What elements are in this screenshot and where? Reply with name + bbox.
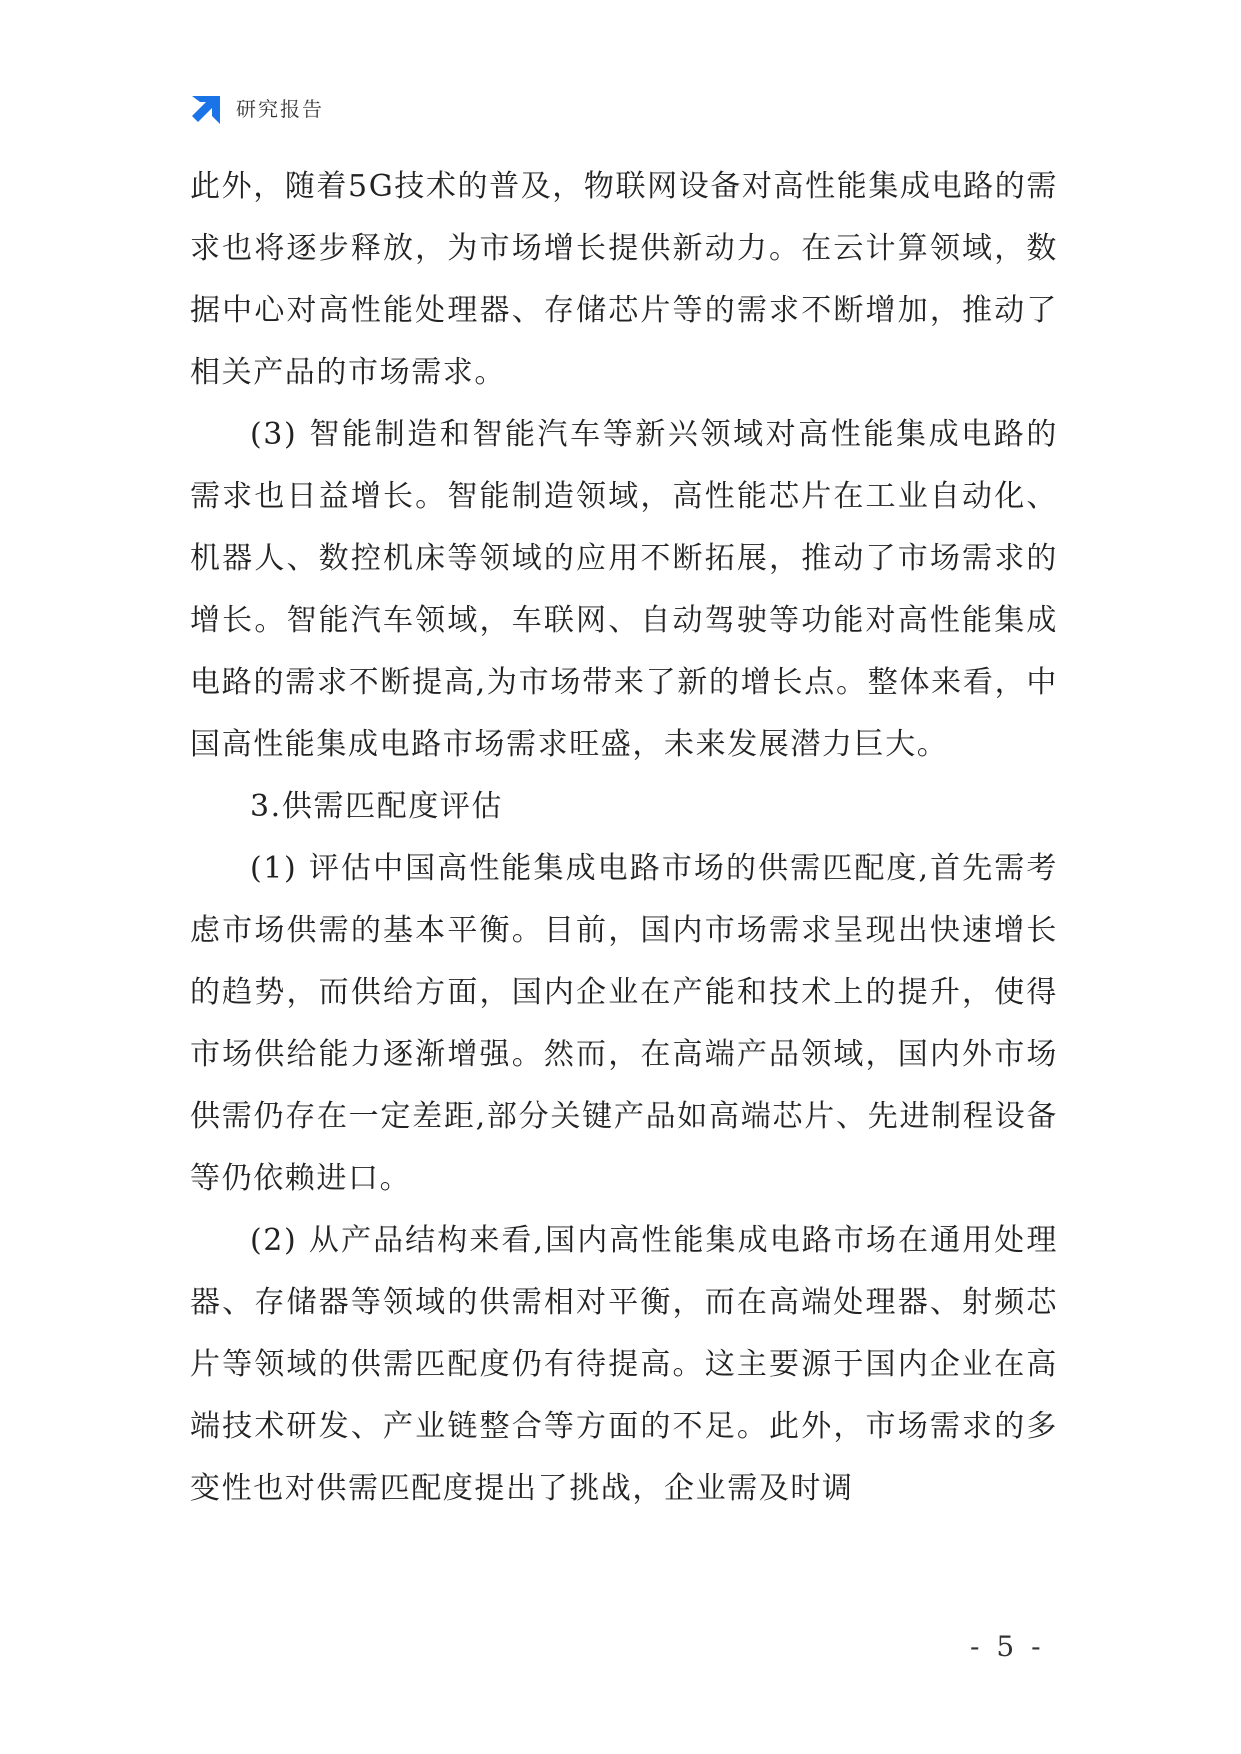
document-body [190, 156, 1058, 1520]
paragraph-1: 此外，随着5G技术的普及，物联网设备对高性能集成电路的需求也将逐步释放，为市场增长提供新动力。在云计算领域，数据中心对高性能处理器、存储芯片等的需求不断增加，推动了相关产品的市场需求。 [190, 169, 1058, 390]
header-title: 研究报告 [236, 96, 324, 121]
page-header [190, 90, 324, 124]
page-number: - 5 - [970, 1630, 1045, 1663]
section-heading: 3.供需匹配度评估 [250, 789, 504, 824]
paragraph-2: (3) 智能制造和智能汽车等新兴领域对高性能集成电路的需求也日益增长。智能制造领域，高性能芯片在工业自动化、机器人、数控机床等领域的应用不断拓展，推动了市场需求的增长。智能汽车领域，车联网、自动驾驶等功能对高性能集成电路的需求不断提高,为市场带来了新的增长点。整体来看，中国高性能集成电路市场需求旺盛，未来发展潜力巨大。 [190, 417, 1058, 762]
arrow-logo-icon [190, 90, 224, 124]
paragraph-3: (1) 评估中国高性能集成电路市场的供需匹配度,首先需考虑市场供需的基本平衡。目前，国内市场需求呈现出快速增长的趋势，而供给方面，国内企业在产能和技术上的提升，使得市场供给能力逐渐增强。然而，在高端产品领域，国内外市场供需仍存在一定差距,部分关键产品如高端芯片、先进制程设备等仍依赖进口。 [190, 851, 1058, 1196]
paragraph-4: (2) 从产品结构来看,国内高性能集成电路市场在通用处理器、存储器等领域的供需相对平衡，而在高端处理器、射频芯片等领域的供需匹配度仍有待提高。这主要源于国内企业在高端技术研发、产业链整合等方面的不足。此外，市场需求的多变性也对供需匹配度提出了挑战，企业需及时调 [190, 1223, 1058, 1506]
